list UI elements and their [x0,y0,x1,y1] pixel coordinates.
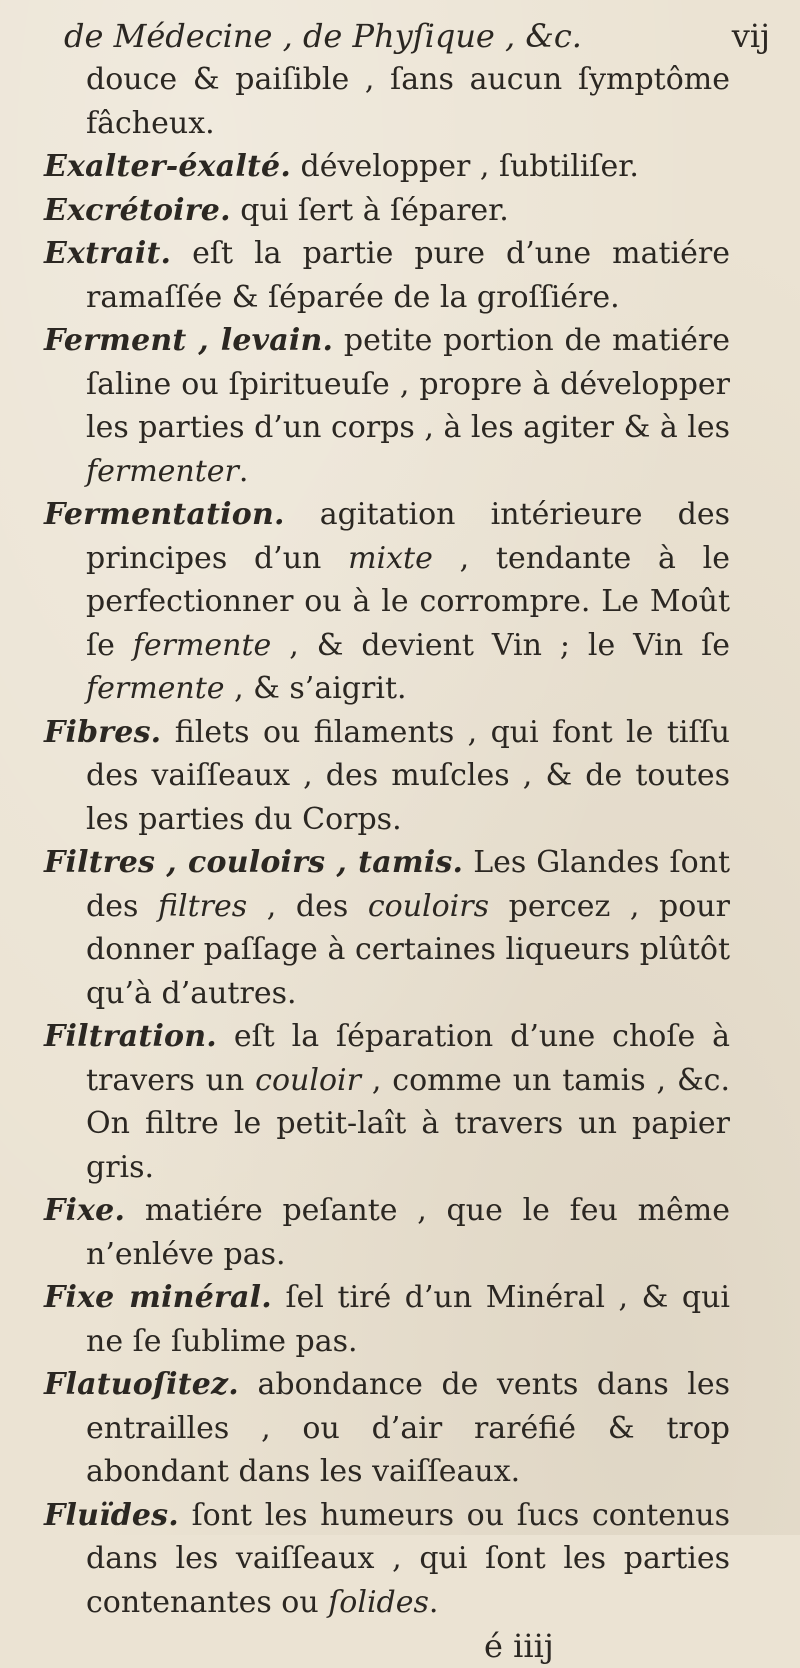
entry-text: , comme un tamis , &c. On filtre le petit-laît à travers un papier gris. [86,1062,730,1185]
entry-term: Exalter-éxalté. [44,149,291,184]
entry-text: eſt la ſéparation d’une choſe à travers un [86,1019,730,1098]
entry-text: agitation intérieure des principes d’un [86,497,730,576]
glossary-entries [44,58,730,1624]
entry-emphasis: filtres [157,888,248,924]
entry-douce [86,58,730,145]
entry-term: Fixe. [44,1193,126,1228]
entry-fermentation [44,493,730,711]
entry-emphasis: couloir [255,1062,361,1098]
entry-text: , des [266,888,349,924]
entry-emphasis: couloirs [367,888,490,924]
entry-extrait [44,232,730,319]
entry-fluides [44,1494,730,1625]
entry-term: Filtres , couloirs , tamis. [44,845,464,880]
entry-term: Fluïdes. [44,1497,179,1533]
entry-text: , & devient Vin ; le Vin ſe [289,627,730,663]
entry-text: filets ou filaments , qui font le tiſſu des vaiſſeaux , des muſcles , & de toutes les parties du Corps. [86,714,730,837]
entry-term: Fibres. [44,714,162,750]
entry-text: douce & paiſible , ſans aucun ſymptôme fâcheux. [86,62,730,141]
entry-exalter [44,145,730,189]
entry-term: Flatuoſitez. [44,1367,239,1402]
entry-text: qui ſert à ſéparer. [240,192,509,228]
entry-term: Ferment , levain. [44,323,334,358]
entry-emphasis: fermenter [86,453,239,489]
entry-text: abondance de vents dans les entrailles , ou d’air raréfié & trop abondant dans les vaiſſeaux. [86,1367,730,1489]
entry-term: Filtration. [44,1019,217,1054]
entry-fixe [44,1189,730,1276]
entry-emphasis: fermente [86,671,225,706]
entry-text: matiére peſante , que le feu même n’enléve pas. [86,1193,730,1272]
entry-term: Excrétoire. [44,192,231,228]
entry-emphasis: mixte [348,540,433,576]
running-head [44,14,770,58]
entry-emphasis: ſolides [328,1584,429,1620]
entry-text: , tendante à le perfectionner ou à le corrompre. Le Moût ſe [86,540,730,663]
entry-term: Fermentation. [44,497,285,532]
entry-text: eſt la partie pure d’une matiére ramaſſée & ſéparée de la groſſiére. [86,236,731,315]
entry-text: ſont les humeurs ou ſucs contenus dans les vaiſſeaux , qui ſont les parties contenantes ou [86,1497,731,1620]
page-number: vij [731,17,770,55]
entry-text: développer , ſubtiliſer. [300,149,639,184]
entry-text: ſel tiré d’un Minéral , & qui ne ſe ſublime pas. [86,1280,730,1359]
running-head-title: de Médecine , de Phyſique , &c. [64,17,582,55]
entry-fixe-mineral [44,1276,730,1363]
entry-ferment [44,319,730,493]
entry-text-tail: . [428,1584,439,1620]
entry-fibres [44,711,730,842]
entry-excretoire [44,189,730,233]
signature-mark: é iiij [484,1627,554,1665]
entry-term: Extrait. [44,236,172,271]
entry-filtration [44,1015,730,1189]
entry-text: , & s’aigrit. [234,671,407,706]
entry-text: Les Glandes ſont des [86,845,731,924]
entry-filtres [44,841,730,1015]
entry-text-tail: . [238,453,249,489]
entry-text: petite portion de matiére ſaline ou ſpiritueuſe , propre à développer les parties d’un corps , à les agiter & à les [86,323,730,445]
entry-term: Fixe minéral. [44,1280,272,1315]
entry-emphasis: fermente [132,627,272,663]
entry-text: percez , pour donner paſſage à certaines liqueurs plûtôt qu’à d’autres. [86,888,730,1011]
entry-flatuositez [44,1363,730,1494]
